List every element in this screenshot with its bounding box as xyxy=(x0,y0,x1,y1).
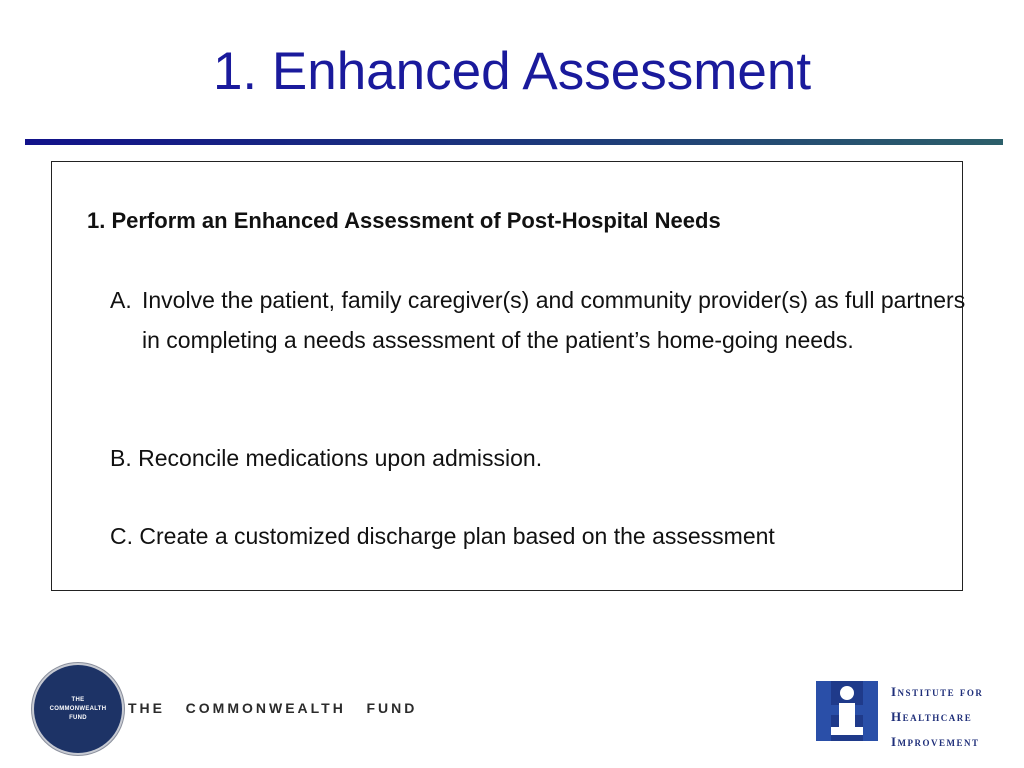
commonwealth-seal-text xyxy=(43,696,113,723)
ihi-line-2: Healthcare xyxy=(891,709,973,724)
list-item-b xyxy=(110,438,542,478)
commonwealth-fund-wordmark: THE COMMONWEALTH FUND xyxy=(128,700,418,716)
slide-title: 1. Enhanced Assessment xyxy=(212,42,812,101)
ihi-line-3: Improvement xyxy=(891,734,980,749)
ihi-wordmark xyxy=(891,679,983,754)
list-item-a xyxy=(110,280,982,360)
seal-line-3: FUND xyxy=(69,714,87,721)
list-item-c-marker: C. xyxy=(110,523,133,549)
seal-line-2: COMMONWEALTH xyxy=(49,705,107,712)
commonwealth-fund-seal-icon xyxy=(34,665,122,753)
list-item-a-marker: A. xyxy=(110,287,132,313)
ihi-line-1: Institute for xyxy=(891,684,984,699)
seal-line-1: THE xyxy=(71,696,85,703)
list-item-b-marker: B. xyxy=(110,445,132,471)
title-divider xyxy=(25,139,1003,145)
list-item-b-text: Reconcile medications upon admission. xyxy=(138,445,543,471)
list-item-c xyxy=(110,516,775,556)
list-item-a-text: Involve the patient, family caregiver(s) and community provider(s) as full partners in completing a needs assessment of the patient’s home-going needs. xyxy=(142,287,966,353)
ihi-logo-icon xyxy=(816,681,878,741)
list-item-c-text: Create a customized discharge plan based on the assessment xyxy=(139,523,775,549)
content-box xyxy=(51,161,966,591)
content-heading: 1. Perform an Enhanced Assessment of Post-Hospital Needs xyxy=(87,208,721,233)
